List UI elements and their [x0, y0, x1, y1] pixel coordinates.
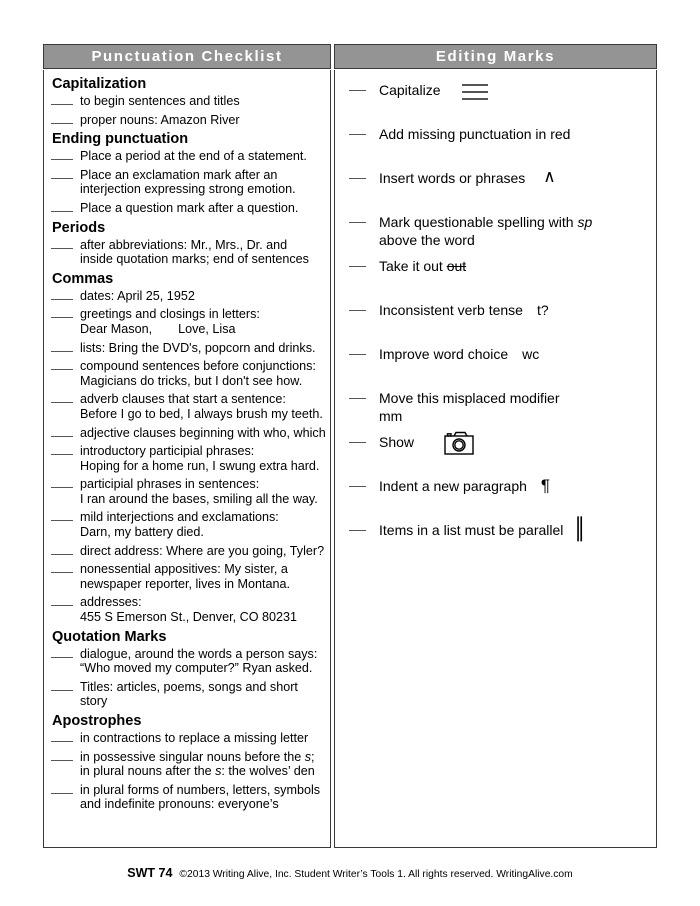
checklist-item-line2: Darn, my battery died. [80, 525, 204, 540]
editing-mark-label: Indent a new paragraph [379, 478, 527, 494]
checklist-item-text: in plural forms of numbers, letters, symbols and indefinite pronouns: everyone’s [80, 782, 321, 812]
checkbox-blank-line[interactable] [349, 222, 366, 223]
editing-mark-label: Items in a list must be parallel [379, 522, 564, 538]
editing-mark-body [379, 385, 650, 425]
editing-mark-item[interactable] [341, 341, 650, 385]
checklist-item-text: adjective clauses beginning with who, which [80, 425, 326, 440]
italic-letter: s [215, 764, 222, 779]
editing-mark-body [379, 517, 650, 539]
editing-mark-item[interactable] [341, 297, 650, 341]
checklist-item-line2: Magicians do tricks, but I don't see how. [80, 373, 303, 388]
checklist-item-text: introductory participial phrases: Hoping for a home run, I swung extra hard. [80, 444, 320, 473]
checklist-item-line2: Dear Mason, Love, Lisa [80, 321, 236, 336]
checkbox-blank-line[interactable] [51, 554, 73, 555]
checkbox-blank-line[interactable] [51, 317, 73, 318]
checkbox-blank-line[interactable] [51, 178, 73, 179]
editing-marks-list [335, 70, 656, 561]
checklist-item-line2: inside quotation marks; end of sentences [80, 252, 309, 267]
checkbox-blank-line[interactable] [349, 310, 366, 311]
checklist-item-text: adverb clauses that start a sentence: Before I go to bed, I always brush my teeth. [80, 392, 323, 421]
checkbox-blank-line[interactable] [51, 793, 73, 794]
checkbox-blank-line[interactable] [349, 90, 366, 91]
checklist-item[interactable] [48, 749, 326, 779]
camera-icon [444, 431, 474, 455]
editing-mark-body [379, 209, 650, 249]
checklist-item-text: proper nouns: Amazon River [80, 112, 240, 127]
editing-mark-item[interactable] [341, 385, 650, 429]
checklist-item-text: Titles: articles, poems, songs and short story [80, 679, 298, 709]
editing-mark-body [379, 165, 650, 187]
section-title: Commas [52, 270, 114, 287]
checklist-item[interactable] [48, 288, 326, 304]
checklist-item-line2: “Who moved my computer?” Ryan asked. [80, 661, 313, 676]
checklist-item-text: Place a period at the end of a statement. [80, 149, 307, 164]
checklist-item-text: mild interjections and exclamations: Darn, my battery died. [80, 510, 279, 540]
checklist-item-text: greetings and closings in letters: Dear Mason, Love, Lisa [80, 307, 260, 336]
checklist-item-line2b: Love, Lisa [178, 321, 236, 336]
checkbox-blank-line[interactable] [51, 211, 73, 212]
checkbox-blank-line[interactable] [51, 299, 73, 300]
checkbox-blank-line[interactable] [349, 134, 366, 135]
checklist-item-text: nonessential appositives: My sister, a newspaper reporter, lives in Montana. [80, 562, 291, 591]
checkbox-blank-line[interactable] [349, 354, 366, 355]
parallel-bars-icon: ║ [573, 517, 588, 541]
checklist-item-text: Place a question mark after a question. [80, 200, 299, 215]
editing-marks-column [334, 70, 657, 848]
editing-mark-item[interactable] [341, 517, 650, 561]
editing-mark-body [379, 253, 650, 275]
checklist-item[interactable] [48, 306, 326, 336]
editing-mark-label: Add missing punctuation in red [379, 126, 571, 142]
checklist-item[interactable] [48, 200, 326, 216]
checklist-item[interactable] [48, 782, 326, 812]
checklist-item-text: direct address: Where are you going, Tyler? [80, 543, 325, 558]
editing-mark-label-line2: mm [379, 408, 403, 424]
section-title: Capitalization [52, 76, 147, 92]
checklist-item-text: in contractions to replace a missing letter [80, 731, 309, 745]
checkbox-blank-line[interactable] [51, 690, 73, 691]
checkbox-blank-line[interactable] [349, 178, 366, 179]
section-title: Periods [52, 219, 106, 236]
checklist-item-text: after abbreviations: Mr., Mrs., Dr. and inside quotation marks; end of sentences [80, 237, 309, 267]
checkbox-blank-line[interactable] [51, 741, 73, 742]
editing-mark-label: Improve word choice [379, 346, 509, 362]
editing-mark-item[interactable] [341, 165, 650, 209]
checklist-item[interactable] [48, 358, 326, 388]
editing-mark-label: Inconsistent verb tense [379, 302, 523, 318]
section-title: Quotation Marks [52, 628, 167, 645]
punctuation-checklist-column [43, 70, 331, 848]
checklist-item[interactable] [48, 237, 326, 267]
checkbox-blank-line[interactable] [349, 442, 366, 443]
checkbox-blank-line[interactable] [51, 248, 73, 249]
checkbox-blank-line[interactable] [51, 572, 73, 573]
editing-mark-abbrev: wc [522, 346, 540, 362]
checklist-item-text: dialogue, around the words a person says: “Who moved my computer?” Ryan asked. [80, 646, 318, 676]
camera-icon-wrapper [444, 431, 474, 460]
checklist-item-text: in possessive singular nouns before the s; in plural nouns after the s: the wolves’ den [80, 749, 315, 779]
editing-mark-label: Capitalize [379, 82, 441, 98]
editing-mark-body [379, 473, 650, 495]
checklist-item-line2: newspaper reporter, lives in Montana. [80, 576, 291, 591]
strikethrough-sample: out [446, 258, 467, 274]
checkbox-blank-line[interactable] [349, 266, 366, 267]
checklist-item-line2: interjection expressing strong emotion. [80, 182, 296, 197]
checkbox-blank-line[interactable] [349, 398, 366, 399]
checklist-item[interactable] [48, 679, 326, 709]
checklist-item[interactable] [48, 543, 326, 559]
checkbox-blank-line[interactable] [51, 760, 73, 761]
editing-mark-label: Move this misplaced modifier mm [379, 390, 560, 424]
checklist-table [43, 44, 657, 848]
editing-marks-header: Editing Marks [334, 44, 657, 69]
checkbox-blank-line[interactable] [51, 520, 73, 521]
checklist-item[interactable] [48, 167, 326, 197]
checkbox-blank-line[interactable] [349, 530, 366, 531]
editing-mark-body [379, 341, 650, 363]
editing-mark-item[interactable] [341, 429, 650, 473]
checklist-item-text: compound sentences before conjunctions: Magicians do tricks, but I don't see how. [80, 359, 316, 388]
checklist-item-line2: 455 S Emerson St., Denver, CO 80231 [80, 610, 298, 625]
checkbox-blank-line[interactable] [51, 159, 73, 160]
checklist-item-line2: in plural nouns after the s: the wolves’ den [80, 764, 315, 779]
checkbox-blank-line[interactable] [51, 104, 73, 105]
editing-mark-body [379, 429, 650, 460]
checklist-item[interactable] [48, 112, 326, 128]
section-title: Apostrophes [52, 713, 142, 729]
editing-mark-item[interactable] [341, 209, 650, 253]
checklist-item[interactable] [48, 148, 326, 164]
checklist-item[interactable] [48, 561, 326, 591]
checklist-item-line2: I ran around the bases, smiling all the way. [80, 491, 318, 506]
table-header-row [43, 44, 657, 69]
italic-mark-abbrev: sp [577, 214, 593, 230]
editing-mark-label: Take it out out [379, 258, 467, 274]
checklist-item[interactable] [48, 391, 326, 421]
checkbox-blank-line[interactable] [349, 486, 366, 487]
editing-mark-body [379, 297, 650, 319]
page-footer [0, 864, 700, 882]
capitalize-triple-underline-icon [462, 84, 488, 100]
editing-mark-abbrev: t? [536, 302, 549, 318]
checklist-item-text: lists: Bring the DVD's, popcorn and drinks. [80, 340, 316, 355]
checklist-item-text: addresses: 455 S Emerson St., Denver, CO 80231 [80, 595, 298, 625]
checklist-item[interactable] [48, 93, 326, 109]
checkbox-blank-line[interactable] [51, 351, 73, 352]
editing-mark-item[interactable] [341, 121, 650, 165]
checkbox-blank-line[interactable] [51, 402, 73, 403]
worksheet-code: SWT 74 [127, 866, 173, 880]
checkbox-blank-line[interactable] [51, 436, 73, 437]
section-title: Ending punctuation [52, 131, 189, 148]
checkbox-blank-line[interactable] [51, 369, 73, 370]
editing-mark-label: Show [379, 434, 415, 450]
checklist-item-text: dates: April 25, 1952 [80, 288, 195, 303]
insert-caret-icon: ∧ [543, 167, 556, 187]
punctuation-checklist-header: Punctuation Checklist [43, 44, 331, 69]
checkbox-blank-line[interactable] [51, 605, 73, 606]
checkbox-blank-line[interactable] [51, 123, 73, 124]
checklist-item[interactable] [48, 509, 326, 539]
checklist-item[interactable] [48, 730, 326, 746]
editing-mark-label-line2: above the word [379, 232, 475, 248]
italic-letter: s [304, 749, 312, 764]
checkbox-blank-line[interactable] [51, 487, 73, 488]
checklist-item[interactable] [48, 646, 326, 676]
editing-mark-body [379, 77, 650, 100]
checklist-item-text: to begin sentences and titles [80, 94, 240, 108]
checkbox-blank-line[interactable] [51, 657, 73, 658]
editing-mark-item[interactable] [341, 473, 650, 517]
pilcrow-icon: ¶ [540, 476, 551, 495]
checklist-item[interactable] [48, 340, 326, 356]
checklist-item-line2: Hoping for a home run, I swung extra hard. [80, 458, 320, 473]
table-body-row [43, 70, 657, 848]
checklist-item[interactable] [48, 476, 326, 506]
checkbox-blank-line[interactable] [51, 454, 73, 455]
editing-mark-item[interactable] [341, 253, 650, 297]
editing-mark-label: Mark questionable spelling with sp above the word [379, 214, 593, 248]
checklist-item-text: Place an exclamation mark after an interjection expressing strong emotion. [80, 167, 296, 197]
editing-mark-label: Insert words or phrases [379, 170, 526, 186]
checklist-item-text: participial phrases in sentences: I ran around the bases, smiling all the way. [80, 477, 318, 506]
checklist-item[interactable] [48, 594, 326, 624]
checklist-item[interactable] [48, 425, 326, 441]
editing-mark-body [379, 121, 650, 143]
checklist-list [44, 70, 330, 812]
copyright-notice: ©2013 Writing Alive, Inc. Student Writer’s Tools 1. All rights reserved. WritingAlive.com [179, 869, 573, 880]
checklist-item-line2: and indefinite pronouns: everyone’s [80, 797, 279, 812]
editing-mark-item[interactable] [341, 77, 650, 121]
checklist-item-line2: Before I go to bed, I always brush my teeth. [80, 406, 323, 421]
checklist-item[interactable] [48, 443, 326, 473]
